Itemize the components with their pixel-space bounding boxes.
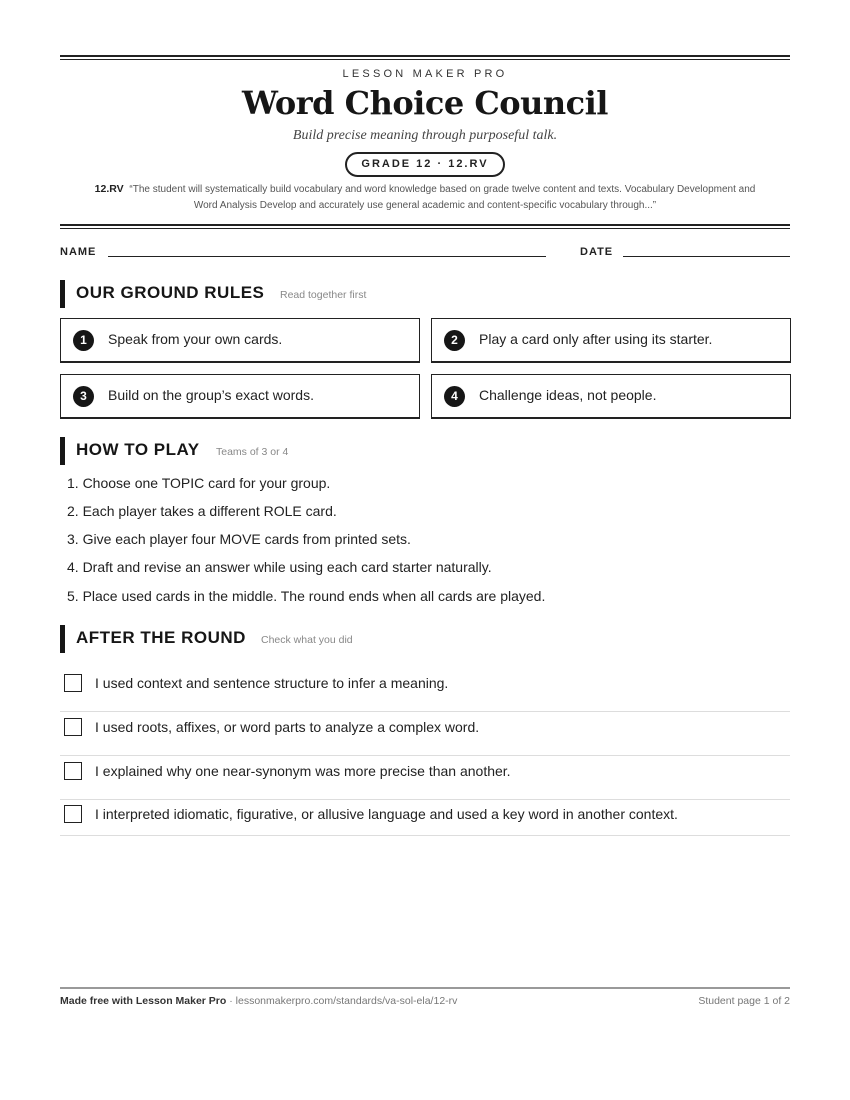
date-label: DATE (580, 246, 614, 258)
page-number: Student page 1 of 2 (698, 995, 790, 1007)
rule-text: Challenge ideas, not people. (479, 387, 657, 403)
instruction-step: 5. Place used cards in the middle. The round ends when all cards are played. (67, 588, 546, 604)
instruction-step: 1. Choose one TOPIC card for your group. (67, 475, 331, 491)
section-note: Read together first (280, 289, 367, 301)
name-label: NAME (60, 246, 97, 258)
checkbox[interactable] (64, 718, 82, 736)
ground-rule-card (60, 374, 420, 419)
section-marker (60, 280, 65, 308)
checkbox[interactable] (64, 762, 82, 780)
instruction-step: 2. Each player takes a different ROLE card. (67, 503, 337, 519)
checklist-text: I used context and sentence structure to infer a meaning. (95, 675, 449, 691)
rule-text: Speak from your own cards. (108, 331, 283, 347)
footer-credit (60, 995, 457, 1007)
header-top-rule (60, 55, 790, 60)
worksheet-page (60, 0, 790, 1100)
standard-text: “The student will systematically build vocabulary and word knowledge based on grade twelve content and texts. Vocabulary Development and Word Analysis Develop and accurately use general academic and content-specific vocabulary through...” (129, 184, 756, 211)
rule-number-badge: 1 (73, 330, 94, 351)
rule-text: Play a card only after using its starter. (479, 331, 713, 347)
rule-number-badge: 3 (73, 386, 94, 407)
date-field[interactable] (623, 256, 790, 257)
section-marker (60, 625, 65, 653)
instruction-step: 4. Draft and revise an answer while using each card starter naturally. (67, 559, 492, 575)
grade-badge: GRADE 12 · 12.RV (345, 152, 504, 177)
ground-rule-card (431, 318, 791, 363)
name-field[interactable] (108, 256, 546, 257)
checkbox[interactable] (64, 805, 82, 823)
section-title: AFTER THE ROUND (76, 628, 246, 647)
rule-number-badge: 4 (444, 386, 465, 407)
checklist-text: I explained why one near-synonym was more precise than another. (95, 763, 511, 779)
ground-rules-heading (60, 280, 790, 308)
checkbox[interactable] (64, 674, 82, 692)
standard-code: 12.RV (94, 183, 124, 195)
section-marker (60, 437, 65, 465)
header-bottom-rule (60, 224, 790, 229)
page-title: Word Choice Council (242, 84, 608, 122)
section-title: HOW TO PLAY (76, 440, 200, 459)
checklist-item (60, 712, 790, 756)
section-title: OUR GROUND RULES (76, 283, 265, 302)
how-to-play-heading (60, 437, 790, 465)
ground-rule-card (431, 374, 791, 419)
instruction-step: 3. Give each player four MOVE cards from printed sets. (67, 531, 411, 547)
ground-rule-card (60, 318, 420, 363)
checklist-text: I used roots, affixes, or word parts to analyze a complex word. (95, 719, 480, 735)
checklist-item (60, 668, 790, 712)
section-note: Check what you did (261, 634, 353, 646)
checklist-item (60, 800, 790, 836)
rule-number-badge: 2 (444, 330, 465, 351)
footer-url[interactable]: · lessonmakerpro.com/standards/va-sol-ela/12-rv (226, 995, 458, 1007)
checklist-text: I interpreted idiomatic, figurative, or allusive language and used a key word in another context. (95, 806, 678, 822)
brand-name: LESSON MAKER PRO (342, 68, 508, 80)
after-round-heading (60, 625, 790, 653)
page-subtitle: Build precise meaning through purposeful talk. (292, 128, 558, 143)
standard-description (90, 181, 760, 214)
checklist-item (60, 756, 790, 800)
section-note: Teams of 3 or 4 (216, 446, 289, 458)
footer-made-with: Made free with Lesson Maker Pro (60, 995, 227, 1007)
rule-text: Build on the group’s exact words. (108, 387, 314, 403)
footer-rule (60, 987, 790, 989)
